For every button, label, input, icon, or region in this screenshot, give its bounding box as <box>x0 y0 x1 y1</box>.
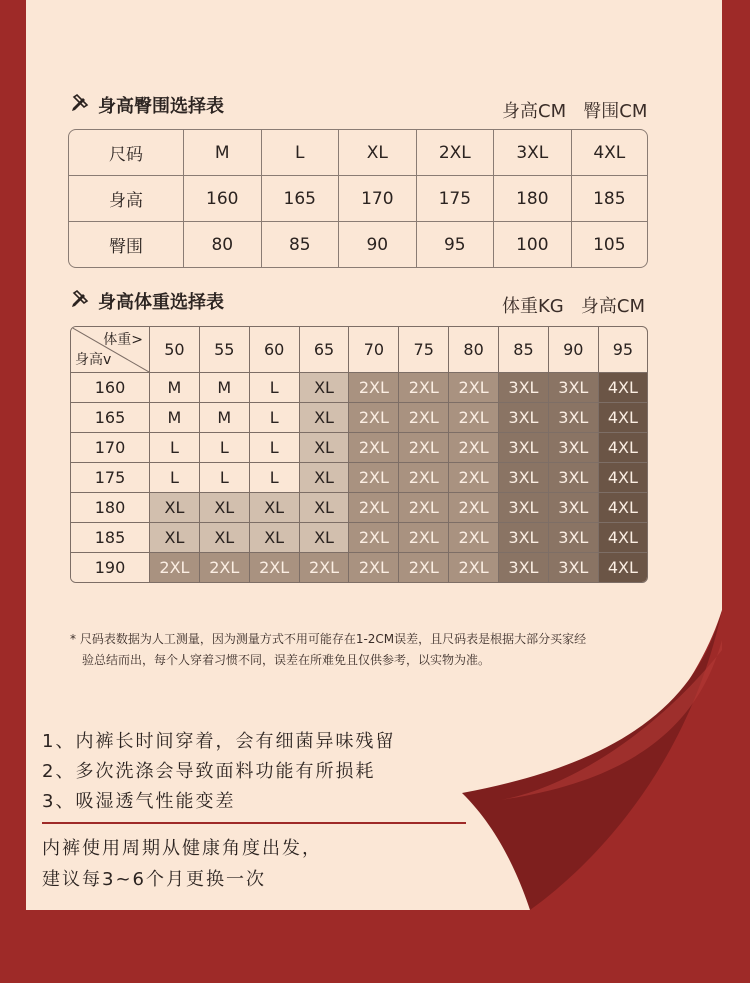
table1-units: 身高CM 臀围CM <box>502 101 648 122</box>
size-cell: XL <box>300 463 350 493</box>
table-row <box>71 463 647 493</box>
weight-header: 85 <box>499 327 549 373</box>
size-cell: 3XL <box>549 553 599 582</box>
size-cell: 3XL <box>499 433 549 463</box>
height-hip-table <box>68 129 648 268</box>
table-cell: 165 <box>262 176 340 222</box>
section-title-text: 身高体重选择表 <box>98 292 224 313</box>
size-cell: 3XL <box>499 523 549 553</box>
care-item: 2、多次洗涤会导致面料功能有所损耗 <box>42 761 376 782</box>
size-cell: 2XL <box>449 403 499 433</box>
table-cell: 3XL <box>494 130 572 176</box>
size-cell: 2XL <box>349 463 399 493</box>
size-cell: 4XL <box>599 523 647 553</box>
size-cell: 2XL <box>399 373 449 403</box>
size-cell: 4XL <box>599 373 647 403</box>
height-weight-title <box>70 288 224 314</box>
size-cell: 2XL <box>449 553 499 582</box>
weight-header: 65 <box>300 327 350 373</box>
height-label: 190 <box>71 553 150 582</box>
size-cell: 3XL <box>549 373 599 403</box>
table-cell: 4XL <box>572 130 647 176</box>
size-cell: L <box>250 403 300 433</box>
note-line: 验总结而出，每个人穿着习惯不同，误差在所难免且仅供参考，以实物为准。 <box>82 653 491 667</box>
size-cell: 3XL <box>549 403 599 433</box>
size-cell: 2XL <box>399 493 449 523</box>
size-cell: 4XL <box>599 553 647 582</box>
table-cell: XL <box>339 130 417 176</box>
size-cell: M <box>150 373 200 403</box>
size-cell: 3XL <box>499 463 549 493</box>
table-cell: 100 <box>494 222 572 267</box>
size-cell: 2XL <box>449 493 499 523</box>
size-cell: XL <box>200 493 250 523</box>
size-cell: XL <box>150 493 200 523</box>
row-label: 尺码 <box>69 130 184 176</box>
size-cell: L <box>250 463 300 493</box>
size-cell: 2XL <box>399 523 449 553</box>
care-item: 3、吸湿透气性能变差 <box>42 791 236 812</box>
size-cell: 2XL <box>349 553 399 582</box>
size-cell: M <box>200 403 250 433</box>
table-cell: 95 <box>417 222 495 267</box>
size-cell: 2XL <box>399 553 449 582</box>
size-cell: 2XL <box>399 403 449 433</box>
table-cell: M <box>184 130 262 176</box>
size-cell: 2XL <box>150 553 200 582</box>
table-row <box>71 553 647 582</box>
size-cell: L <box>250 373 300 403</box>
size-cell: 2XL <box>399 463 449 493</box>
size-cell: M <box>200 373 250 403</box>
table-cell: 175 <box>417 176 495 222</box>
advice-line: 内裤使用周期从健康角度出发， <box>42 838 322 859</box>
table-cell: 90 <box>339 222 417 267</box>
height-weight-table <box>70 326 648 583</box>
size-cell: 2XL <box>349 373 399 403</box>
care-list <box>42 727 395 817</box>
size-cell: 2XL <box>449 433 499 463</box>
size-cell: XL <box>300 403 350 433</box>
table-cell: 180 <box>494 176 572 222</box>
weight-header: 80 <box>449 327 499 373</box>
table-row <box>69 222 647 267</box>
divider <box>42 822 466 824</box>
size-cell: 3XL <box>549 433 599 463</box>
table-cell: L <box>262 130 340 176</box>
size-cell: L <box>250 433 300 463</box>
table-row <box>71 523 647 553</box>
height-label: 170 <box>71 433 150 463</box>
size-cell: 2XL <box>399 433 449 463</box>
size-cell: XL <box>250 523 300 553</box>
table-cell: 185 <box>572 176 647 222</box>
note-line: * 尺码表数据为人工测量，因为测量方式不用可能存在1-2CM误差，且尺码表是根据大部分买家经 <box>70 632 587 646</box>
size-cell: 2XL <box>250 553 300 582</box>
replacement-advice <box>42 833 322 895</box>
size-cell: 2XL <box>200 553 250 582</box>
weight-header: 60 <box>250 327 300 373</box>
size-cell: 3XL <box>549 493 599 523</box>
size-cell: XL <box>300 493 350 523</box>
weight-header: 70 <box>349 327 399 373</box>
table-cell: 160 <box>184 176 262 222</box>
section-title-text: 身高臀围选择表 <box>98 96 224 117</box>
size-cell: 2XL <box>349 403 399 433</box>
corner-weight-label: 体重> <box>103 332 143 348</box>
size-cell: XL <box>300 373 350 403</box>
size-cell: M <box>150 403 200 433</box>
weight-header: 50 <box>150 327 200 373</box>
height-label: 185 <box>71 523 150 553</box>
weight-header: 55 <box>200 327 250 373</box>
advice-line: 建议每3~6个月更换一次 <box>42 869 266 890</box>
size-hip-title <box>70 92 224 118</box>
size-cell: 4XL <box>599 463 647 493</box>
table-row <box>71 433 647 463</box>
table-row <box>71 493 647 523</box>
size-cell: 4XL <box>599 403 647 433</box>
size-cell: 2XL <box>300 553 350 582</box>
measurement-note <box>70 629 650 671</box>
size-cell: L <box>150 463 200 493</box>
size-cell: L <box>200 433 250 463</box>
table-cell: 170 <box>339 176 417 222</box>
size-cell: 3XL <box>499 553 549 582</box>
size-cell: 2XL <box>349 433 399 463</box>
table-cell: 85 <box>262 222 340 267</box>
size-cell: L <box>200 463 250 493</box>
size-cell: 3XL <box>549 523 599 553</box>
size-cell: 3XL <box>499 403 549 433</box>
size-cell: 2XL <box>449 463 499 493</box>
weight-header: 90 <box>549 327 599 373</box>
table2-units: 体重KG 身高CM <box>502 296 646 317</box>
row-label: 臀围 <box>69 222 184 267</box>
size-cell: XL <box>250 493 300 523</box>
table-cell: 80 <box>184 222 262 267</box>
row-label: 身高 <box>69 176 184 222</box>
size-cell: XL <box>300 433 350 463</box>
table-cell: 2XL <box>417 130 495 176</box>
size-cell: XL <box>200 523 250 553</box>
size-cell: XL <box>150 523 200 553</box>
height-label: 180 <box>71 493 150 523</box>
weight-header: 75 <box>399 327 449 373</box>
weight-header: 95 <box>599 327 647 373</box>
table-row <box>69 176 647 222</box>
table-row <box>69 130 647 176</box>
table-corner-cell <box>71 327 150 373</box>
size-cell: 4XL <box>599 493 647 523</box>
corner-height-label: 身高v <box>75 352 112 368</box>
size-cell: 3XL <box>499 493 549 523</box>
height-label: 175 <box>71 463 150 493</box>
ruler-pencil-icon <box>70 93 90 118</box>
table-cell: 105 <box>593 234 626 255</box>
size-cell: 2XL <box>349 493 399 523</box>
care-item: 1、内裤长时间穿着，会有细菌异味残留 <box>42 731 396 752</box>
size-cell: 2XL <box>449 523 499 553</box>
table-row <box>71 403 647 433</box>
size-cell: L <box>150 433 200 463</box>
height-label: 165 <box>71 403 150 433</box>
ruler-pencil-icon <box>70 289 90 314</box>
table-row <box>71 373 647 403</box>
size-cell: 2XL <box>449 373 499 403</box>
size-cell: XL <box>300 523 350 553</box>
size-cell: 2XL <box>349 523 399 553</box>
height-label: 160 <box>71 373 150 403</box>
size-cell: 3XL <box>549 463 599 493</box>
size-cell: 4XL <box>599 433 647 463</box>
size-cell: 3XL <box>499 373 549 403</box>
